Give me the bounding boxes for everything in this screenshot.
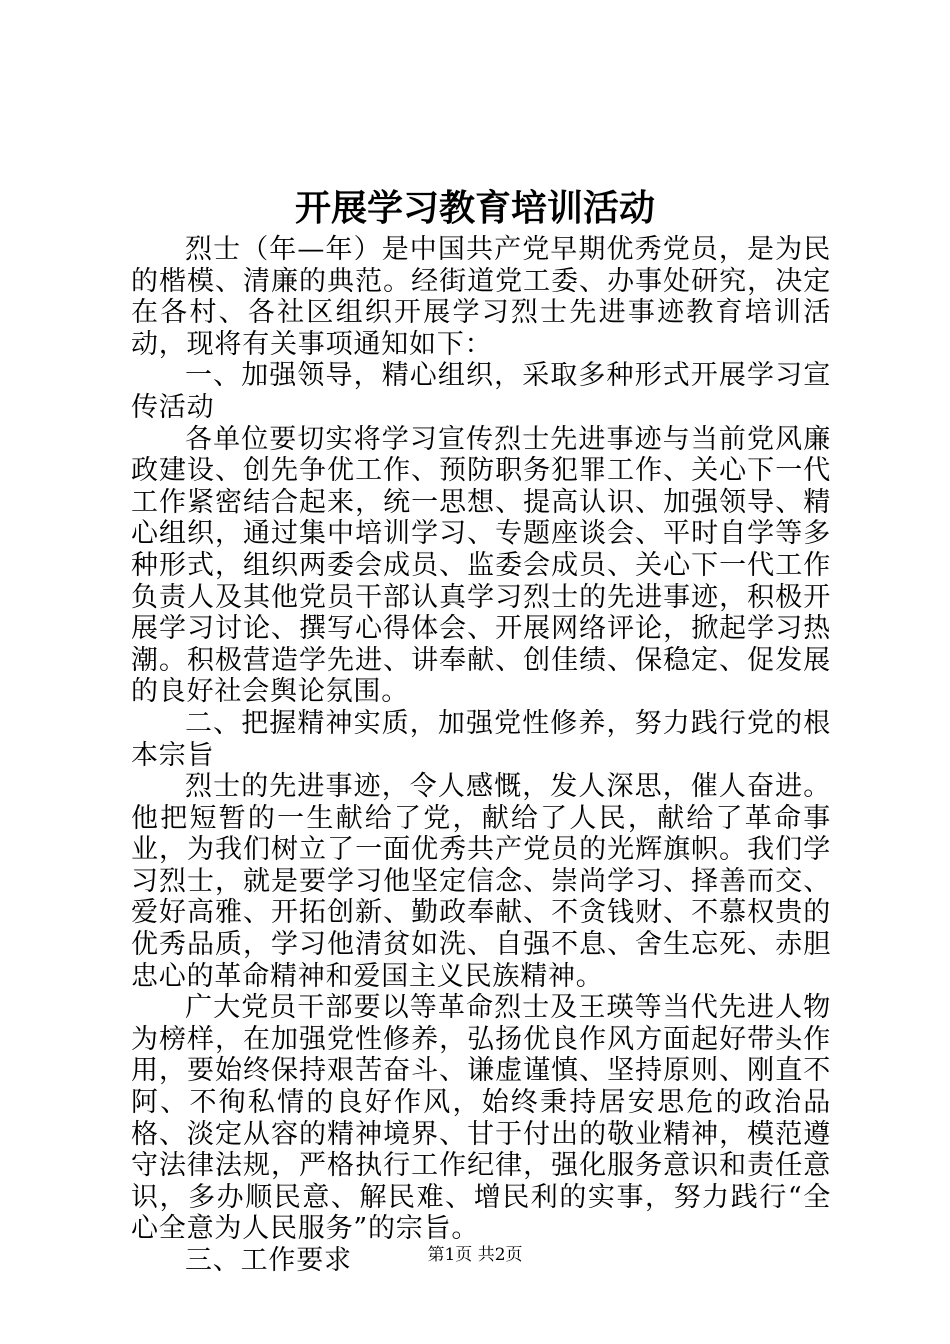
document-title: 开展学习教育培训活动 — [294, 187, 655, 229]
section-heading-3: 三、工作要求 — [185, 1245, 352, 1276]
document-body — [131, 234, 831, 1277]
section-2-paragraph-2: 广大党员干部要以等革命烈士及王瑛等当代先进人物为榜样，在加强党性修养，弘扬优良作风方面起好带头作用，要始终保持艰苦奋斗、谦虚谨慎、坚持原则、刚直不阿、不徇私情的良好作风，始终秉持居安思危的政治品格、淡定从容的精神境界、甘于付出的敬业精神，模范遵守法律法规，严格执行工作纪律，强化服务意识和责任意识，多办顺民意、解民难、增民利的实事，努力践行“全心全意为人民服务”的宗旨。 — [131, 992, 831, 1245]
intro-paragraph: 烈士（年—年）是中国共产党早期优秀党员，是为民的楷模、清廉的典范。经街道党工委、办事处研究，决定在各村、各社区组织开展学习烈士先进事迹教育培训活动，现将有关事项通知如下： — [131, 234, 831, 360]
section-heading-2: 二、把握精神实质，加强党性修养，努力践行党的根本宗旨 — [131, 707, 831, 771]
page-footer: 第1页 共2页 — [427, 1245, 523, 1265]
section-2-paragraph-1: 烈士的先进事迹，令人感慨，发人深思，催人奋进。他把短暂的一生献给了党，献给了人民，献给了革命事业，为我们树立了一面优秀共产党员的光辉旗帜。我们学习烈士，就是要学习他坚定信念、崇尚学习、择善而交、爱好高雅、开拓创新、勤政奉献、不贪钱财、不慕权贵的优秀品质，学习他清贫如洗、自强不息、舍生忘死、赤胆忠心的革命精神和爱国主义民族精神。 — [131, 771, 831, 992]
section-1-paragraph: 各单位要切实将学习宣传烈士先进事迹与当前党风廉政建设、创先争优工作、预防职务犯罪工作、关心下一代工作紧密结合起来，统一思想、提高认识、加强领导、精心组织，通过集中培训学习、专题座谈会、平时自学等多种形式，组织两委会成员、监委会成员、关心下一代工作负责人及其他党员干部认真学习烈士的先进事迹，积极开展学习讨论、撰写心得体会、开展网络评论，掀起学习热潮。积极营造学先进、讲奉献、创佳绩、保稳定、促发展的良好社会舆论氛围。 — [131, 423, 831, 708]
section-heading-1: 一、加强领导，精心组织，采取多种形式开展学习宣传活动 — [131, 360, 831, 423]
